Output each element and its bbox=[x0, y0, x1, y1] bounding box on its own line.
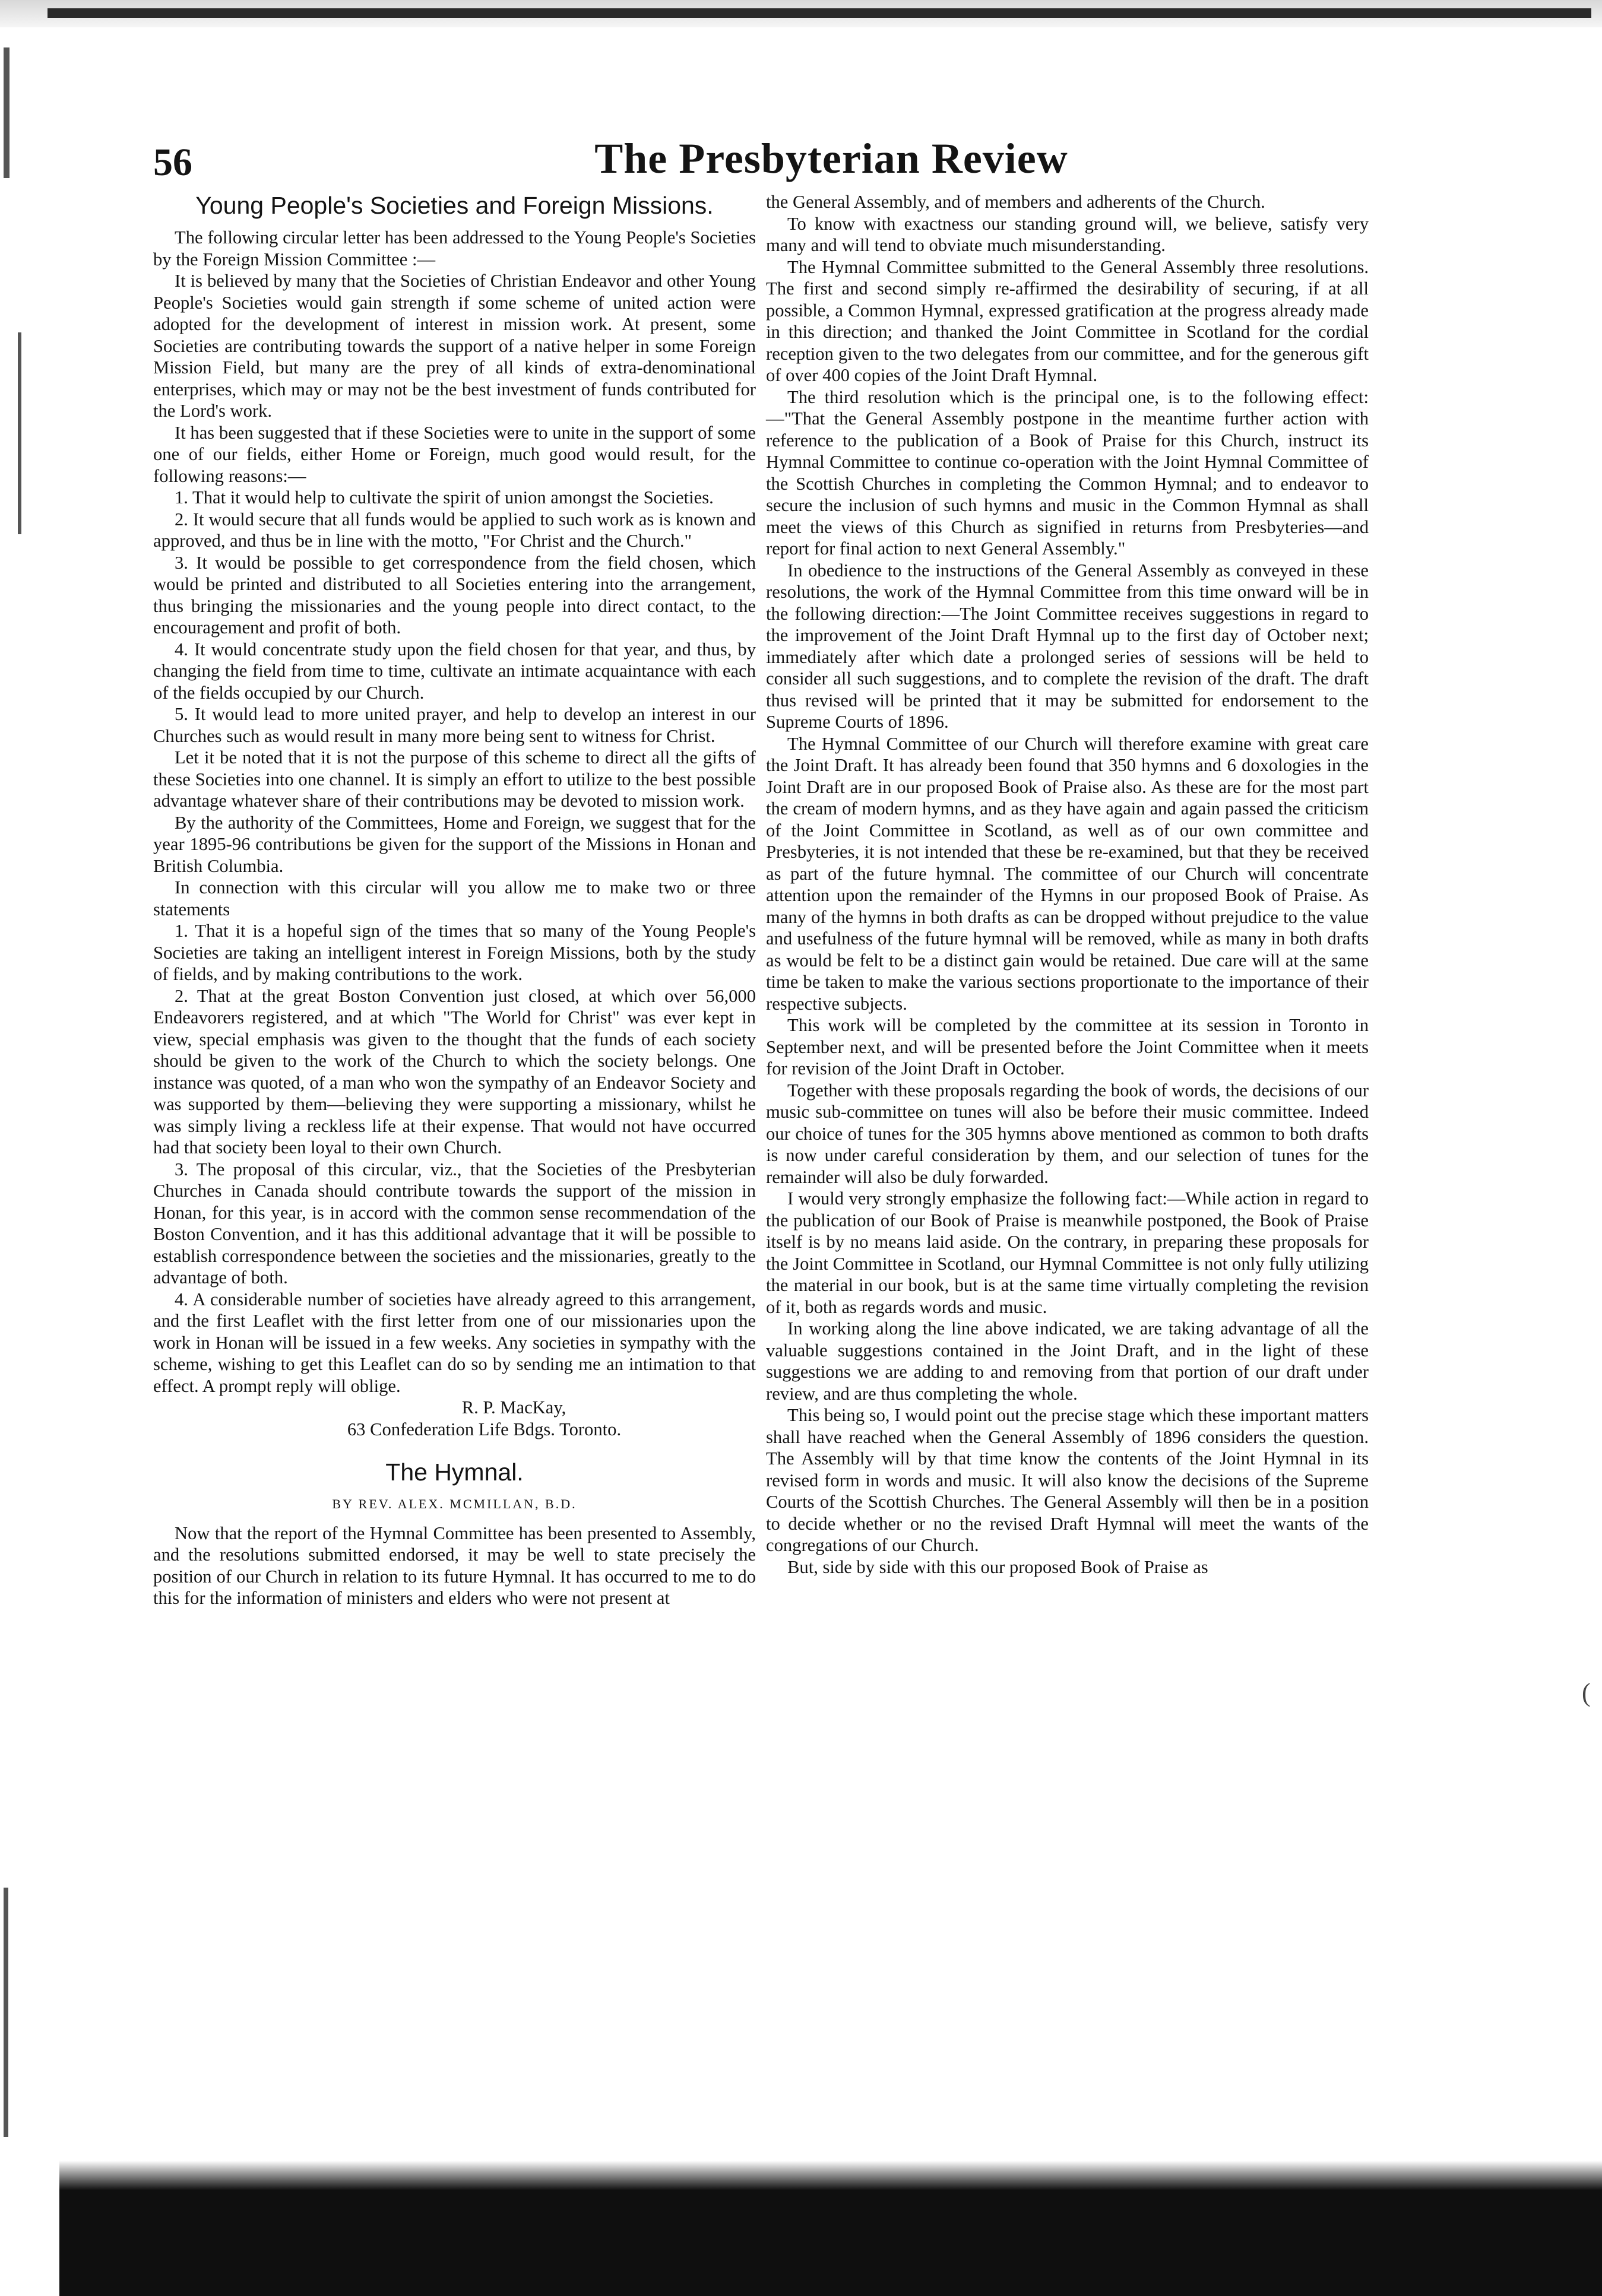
paragraph: 3. The proposal of this circular, viz., that the Societies of the Presbyterian Churches in Canada should contribute towards the support of the mission in Honan, for this year, is in accord with the common sense recommendation of the Boston Convention, and it has this additional advantage that it will be possible to establish correspondence between the societies and the missionaries, greatly to the advantage of both. bbox=[153, 1159, 756, 1287]
right-column bbox=[766, 191, 1369, 1578]
paragraph: 2. That at the great Boston Convention just closed, at which over 56,000 Endeavorers registered, and at which "The World for Christ" was ever kept in view, special emphasis was given to the thought that the funds of each society should be given to the work of the Church to which the society belongs. One instance was quoted, of a man who won the sympathy of an Endeavor Society and was supported by them—believing they were supporting a missionary, whilst he was simply living a reckless life at their expense. That would not have occurred had that society been loyal to their own Church. bbox=[153, 985, 756, 1157]
scan-bottom-fade bbox=[59, 2161, 1602, 2190]
signature-name: R. P. MacKay, bbox=[461, 1397, 566, 1417]
paragraph: But, side by side with this our proposed Book of Praise as bbox=[787, 1556, 1208, 1577]
paragraph: 3. It would be possible to get correspondence from the field chosen, which would be printed and distributed to all Societies entering into the arrangement, thus bringing the missionaries and the young people into direct contact, to the encouragement and profit of both. bbox=[153, 552, 756, 638]
paragraph: 4. A considerable number of societies have already agreed to this arrangement, and the first Leaflet with the first letter from one of our missionaries upon the work in Honan will be issued in a few weeks. Any societies in sympathy with the scheme, wishing to get this Leaflet can do so by sending me an intimation to that effect. A prompt reply will oblige. bbox=[153, 1289, 756, 1396]
paragraph: In connection with this circular will you allow me to make two or three statements bbox=[153, 877, 756, 919]
scan-left-edge bbox=[0, 24, 57, 2149]
paragraph: 2. It would secure that all funds would be applied to such work as is known and approved, and thus be in line with the motto, "For Christ and the Church." bbox=[153, 509, 756, 551]
scan-margin-mark: ( bbox=[1582, 1678, 1591, 1707]
paragraph: This work will be completed by the committee at its session in Toronto in September next, and will be presented before the Joint Committee when it meets for revision of the Joint Draft in October. bbox=[766, 1015, 1369, 1079]
paragraph: I would very strongly emphasize the following fact:—While action in regard to the publication of our Book of Praise is meanwhile postponed, the Book of Praise itself is by no means laid aside. On the contrary, in preparing these proposals for the Joint Committee in Scotland, our Hymnal Committee is not only fully utilizing the material in our book, but is at the same time virtually completing the revision of it, both as regards words and music. bbox=[766, 1188, 1369, 1317]
running-title: The Presbyterian Review bbox=[594, 135, 1068, 182]
article-title: The Hymnal. bbox=[385, 1458, 524, 1486]
paragraph: 5. It would lead to more united prayer, and help to develop an interest in our Churches such as would result in many more being sent to witness for Christ. bbox=[153, 704, 756, 746]
paragraph: Together with these proposals regarding the book of words, the decisions of our music sub-committee on tunes will also be before their music committee. Indeed our choice of tunes for the 305 hymns above mentioned as common to both drafts is now under careful consideration by them, and our selection of tunes for the remainder will also be duly forwarded. bbox=[766, 1080, 1369, 1187]
paragraph: the General Assembly, and of members and adherents of the Church. bbox=[766, 192, 1265, 212]
scan-bottom-bar bbox=[59, 2190, 1602, 2296]
scan-top-rule bbox=[48, 8, 1591, 18]
paragraph: 4. It would concentrate study upon the field chosen for that year, and thus, by changing the field from time to time, cultivate an intimate acquaintance with each of the fields occupied by our Church. bbox=[153, 639, 756, 703]
paragraph: 1. That it is a hopeful sign of the times that so many of the Young People's Societies are taking an intelligent interest in Foreign Missions, both by the study of fields, and by making contributions to the work. bbox=[153, 921, 756, 984]
paragraph: The following circular letter has been addressed to the Young People's Societies by the Foreign Mission Committee :— bbox=[153, 227, 756, 269]
paragraph: By the authority of the Committees, Home and Foreign, we suggest that for the year 1895-96 contributions be given for the support of the Missions in Honan and British Columbia. bbox=[153, 812, 756, 876]
paragraph: The Hymnal Committee of our Church will therefore examine with great care the Joint Draft. It has already been found that 350 hymns and 6 doxologies in the Joint Draft are in our proposed Book of Praise also. As these are for the most part the cream of modern hymns, and as they have again and again passed the criticism of the Joint Committee in Scotland, as well as of our own committee and Presbyteries, it is not intended that these be re-examined, but that they be received as part of the future hymnal. The committee of our Church will concentrate attention upon the remainder of the Hymns in our proposed Book of Praise. As many of the hymns in both drafts as can be dropped without prejudice to the value and usefulness of the future hymnal will be removed, while as many in both drafts as would be felt to be a distinct gain would be retained. Due care will at the same time be taken to make the various sections proportionate to the importance of their respective subjects. bbox=[766, 733, 1369, 1014]
paragraph: The third resolution which is the principal one, is to the following effect:—"That the General Assembly postpone in the meantime further action with reference to the publication of a Book of Praise for this Church, instruct its Hymnal Committee to continue co-operation with the Joint Hymnal Committee of the Scottish Churches in completing the Common Hymnal; and to endeavor to secure the inclusion of such hymns and music in the Common Hymnal as shall meet the views of this Church as signified in returns from Presbyteries—and report for final action to next General Assembly." bbox=[766, 386, 1369, 559]
left-column bbox=[153, 191, 756, 1609]
paragraph: In working along the line above indicated, we are taking advantage of all the valuable suggestions contained in the Joint Draft, and in the light of these suggestions we are adding to and removing from that portion of our draft under review, and are thus completing the whole. bbox=[766, 1318, 1369, 1404]
paragraph: Now that the report of the Hymnal Committee has been presented to Assembly, and the resolutions submitted endorsed, it may be well to state precisely the position of our Church in relation to its future Hymnal. It has occurred to me to do this for the information of ministers and elders who were not present at bbox=[153, 1523, 756, 1608]
paragraph: This being so, I would point out the precise stage which these important matters shall have reached when the General Assembly of 1896 considers the question. The Assembly will by that time know the contents of the Joint Hymnal in its revised form in words and music. It will also know the decisions of the Supreme Courts of the Scottish Churches. The General Assembly will then be in a position to decide whether or no the revised Draft Hymnal will meet the wants of the congregations of our Church. bbox=[766, 1405, 1369, 1555]
byline: BY REV. ALEX. MCMILLAN, B.D. bbox=[332, 1496, 577, 1511]
paragraph: It is believed by many that the Societies of Christian Endeavor and other Young People's Societies would gain strength if some scheme of united action were adopted for the development of interest in mission work. At present, some Societies are contributing towards the support of a native helper in some Foreign Mission Field, but many are the prey of all kinds of extra-denominational enterprises, which may or may not be the best investment of funds contributed for the Lord's work. bbox=[153, 271, 756, 421]
paragraph: The Hymnal Committee submitted to the General Assembly three resolutions. The first and second simply re-affirmed the desirability of securing, if at all possible, a Common Hymnal, expressed gratification at the progress already made in this direction; and thanked the Joint Committee in Scotland for the cordial reception given to the two delegates from our committee, and for the generous gift of over 400 copies of the Joint Draft Hymnal. bbox=[766, 256, 1369, 385]
page-number: 56 bbox=[153, 141, 192, 184]
paragraph: In obedience to the instructions of the General Assembly as conveyed in these resolutions, the work of the Hymnal Committee from this time onward will be in the following direction:—The Joint Committee receives suggestions in regard to the improvement of the Joint Draft Hymnal up to the first day of October next; immediately after which date a prolonged series of sessions will be held to consider all such suggestions, and to complete the revision of the draft. The draft thus revised will be printed that it may be submitted for endorsement to the Supreme Courts of 1896. bbox=[766, 560, 1369, 732]
signature-address: 63 Confederation Life Bdgs. Toronto. bbox=[347, 1419, 622, 1439]
paragraph: To know with exactness our standing ground will, we believe, satisfy very many and will tend to obviate much misunderstanding. bbox=[766, 213, 1369, 255]
paragraph: It has been suggested that if these Societies were to unite in the support of some one of our fields, either Home or Foreign, much good would result, for the following reasons:— bbox=[153, 422, 756, 486]
paragraph: 1. That it would help to cultivate the spirit of union amongst the Societies. bbox=[175, 487, 714, 508]
paragraph: Let it be noted that it is not the purpose of this scheme to direct all the gifts of these Societies into one channel. It is simply an effort to utilize to the best possible advantage whatever share of their contributions may be devoted to mission work. bbox=[153, 747, 756, 811]
article-title: Young People's Societies and Foreign Missions. bbox=[195, 192, 714, 219]
